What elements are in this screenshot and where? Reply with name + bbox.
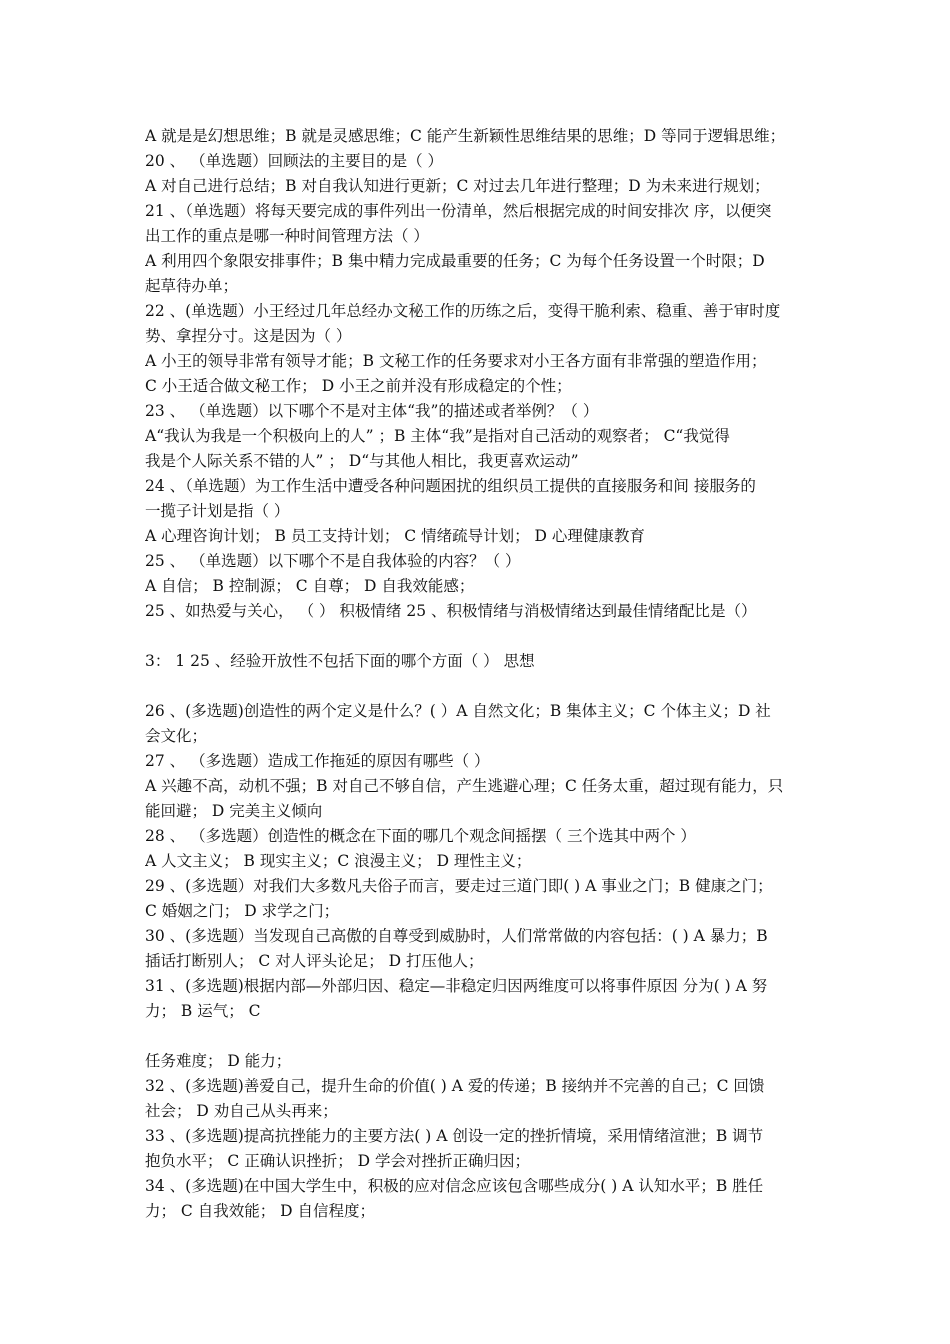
text-line: 23 、 （单选题）以下哪个不是对主体“我”的描述或者举例？（ ） <box>145 402 599 420</box>
text-line: 22 、(单选题）小王经过几年总经办文秘工作的历练之后，变得干脆利索、稳重、善于审时度 <box>145 302 781 320</box>
text-line: A 心理咨询计划； B 员工支持计划； C 情绪疏导计划； D 心理健康教育 <box>145 527 645 545</box>
text-line: 29 、(多选题）对我们大多数凡夫俗子而言，要走过三道门即( ) A 事业之门；B 健康之门； <box>145 877 773 895</box>
blank-line <box>145 674 817 699</box>
text-line: 起草待办单； <box>145 277 239 295</box>
text-line: 34 、(多选题)在中国大学生中，积极的应对信念应该包含哪些成分( ) A 认知水平；B 胜任 <box>145 1177 764 1195</box>
text-line: 25 、 （单选题）以下哪个不是自我体验的内容？（ ） <box>145 552 521 570</box>
text-line: C 婚姻之门； D 求学之门； <box>145 902 340 920</box>
text-line: 力； C 自我效能； D 自信程度； <box>145 1202 375 1220</box>
text-line: 32 、(多选题)善爱自己，提升生命的价值( ) A 爱的传递；B 接纳并不完善的自己；C 回馈 <box>145 1077 765 1095</box>
text-line: A 就是是幻想思维；B 就是灵感思维；C 能产生新颖性思维结果的思维；D 等同于逻辑思维； <box>145 127 786 145</box>
text-line: 27 、 （多选题）造成工作拖延的原因有哪些（ ） <box>145 752 490 770</box>
text-line: 21 、（单选题）将每天要完成的事件列出一份清单，然后根据完成的时间安排次 序，以便突 <box>145 202 772 220</box>
text-line: 26 、(多选题)创造性的两个定义是什么？( ）A 自然文化；B 集体主义；C 个体主义；D 社 <box>145 702 771 720</box>
text-line: 抱负水平； C 正确认识挫折； D 学会对挫折正确归因； <box>145 1152 530 1170</box>
text-line: 3： 1 25 、经验开放性不包括下面的哪个方面（ ） 思想 <box>145 652 535 670</box>
blank-line <box>145 624 817 649</box>
text-line: 出工作的重点是哪一种时间管理方法（ ） <box>145 227 429 245</box>
text-line: 31 、(多选题)根据内部—外部归因、稳定—非稳定归因两维度可以将事件原因 分为( ) A 努 <box>145 977 768 995</box>
text-line: A 利用四个象限安排事件；B 集中精力完成最重要的任务；C 为每个任务设置一个时限；D <box>145 252 765 270</box>
text-line: A“我认为我是一个积极向上的人” ；B 主体“我”是指对自己活动的观察者； C“我觉得 <box>145 427 730 445</box>
text-line: 能回避； D 完美主义倾向 <box>145 802 323 820</box>
text-line: 24 、（单选题）为工作生活中遭受各种问题困扰的组织员工提供的直接服务和间 接服务的 <box>145 477 756 495</box>
text-line: A 小王的领导非常有领导才能；B 文秘工作的任务要求对小王各方面有非常强的塑造作用； <box>145 352 767 370</box>
text-line: 20 、 （单选题）回顾法的主要目的是（ ） <box>145 152 444 170</box>
text-line: 25 、如热爱与关心， （ ） 积极情绪 25 、积极情绪与消极情绪达到最佳情绪配比是（） <box>145 602 757 620</box>
text-line: 我是个人际关系不错的人” ； D“与其他人相比，我更喜欢运动” <box>145 452 579 470</box>
text-line: A 人文主义； B 现实主义；C 浪漫主义； D 理性主义； <box>145 852 532 870</box>
text-line: 30 、(多选题）当发现自己高傲的自尊受到威胁时，人们常常做的内容包括：( ) A 暴力；B <box>145 927 768 945</box>
text-line: 力； B 运气； C <box>145 1002 261 1020</box>
text-line: 33 、(多选题)提高抗挫能力的主要方法( ) A 创设一定的挫折情境，采用情绪渲泄；B 调节 <box>145 1127 764 1145</box>
text-line: 28 、 （多选题）创造性的概念在下面的哪几个观念间摇摆（ 三个选其中两个 ） <box>145 827 696 845</box>
question-list <box>145 124 817 1224</box>
text-line: A 自信； B 控制源； C 自尊； D 自我效能感； <box>145 577 475 595</box>
text-line: A 兴趣不高，动机不强；B 对自己不够自信，产生逃避心理；C 任务太重，超过现有能力，只 <box>145 777 784 795</box>
text-line: 势、拿捏分寸。这是因为（ ） <box>145 327 352 345</box>
text-line: C 小王适合做文秘工作； D 小王之前并没有形成稳定的个性； <box>145 377 572 395</box>
text-line: 任务难度； D 能力； <box>145 1052 292 1070</box>
text-line: A 对自己进行总结；B 对自我认知进行更新；C 对过去几年进行整理；D 为未来进行规划； <box>145 177 770 195</box>
text-line: 一揽子计划是指（ ） <box>145 502 290 520</box>
text-line: 会文化； <box>145 727 208 745</box>
text-line: 社会； D 劝自己从头再来； <box>145 1102 338 1120</box>
blank-line <box>145 1024 817 1049</box>
text-line: 插话打断别人； C 对人评头论足； D 打压他人； <box>145 952 484 970</box>
